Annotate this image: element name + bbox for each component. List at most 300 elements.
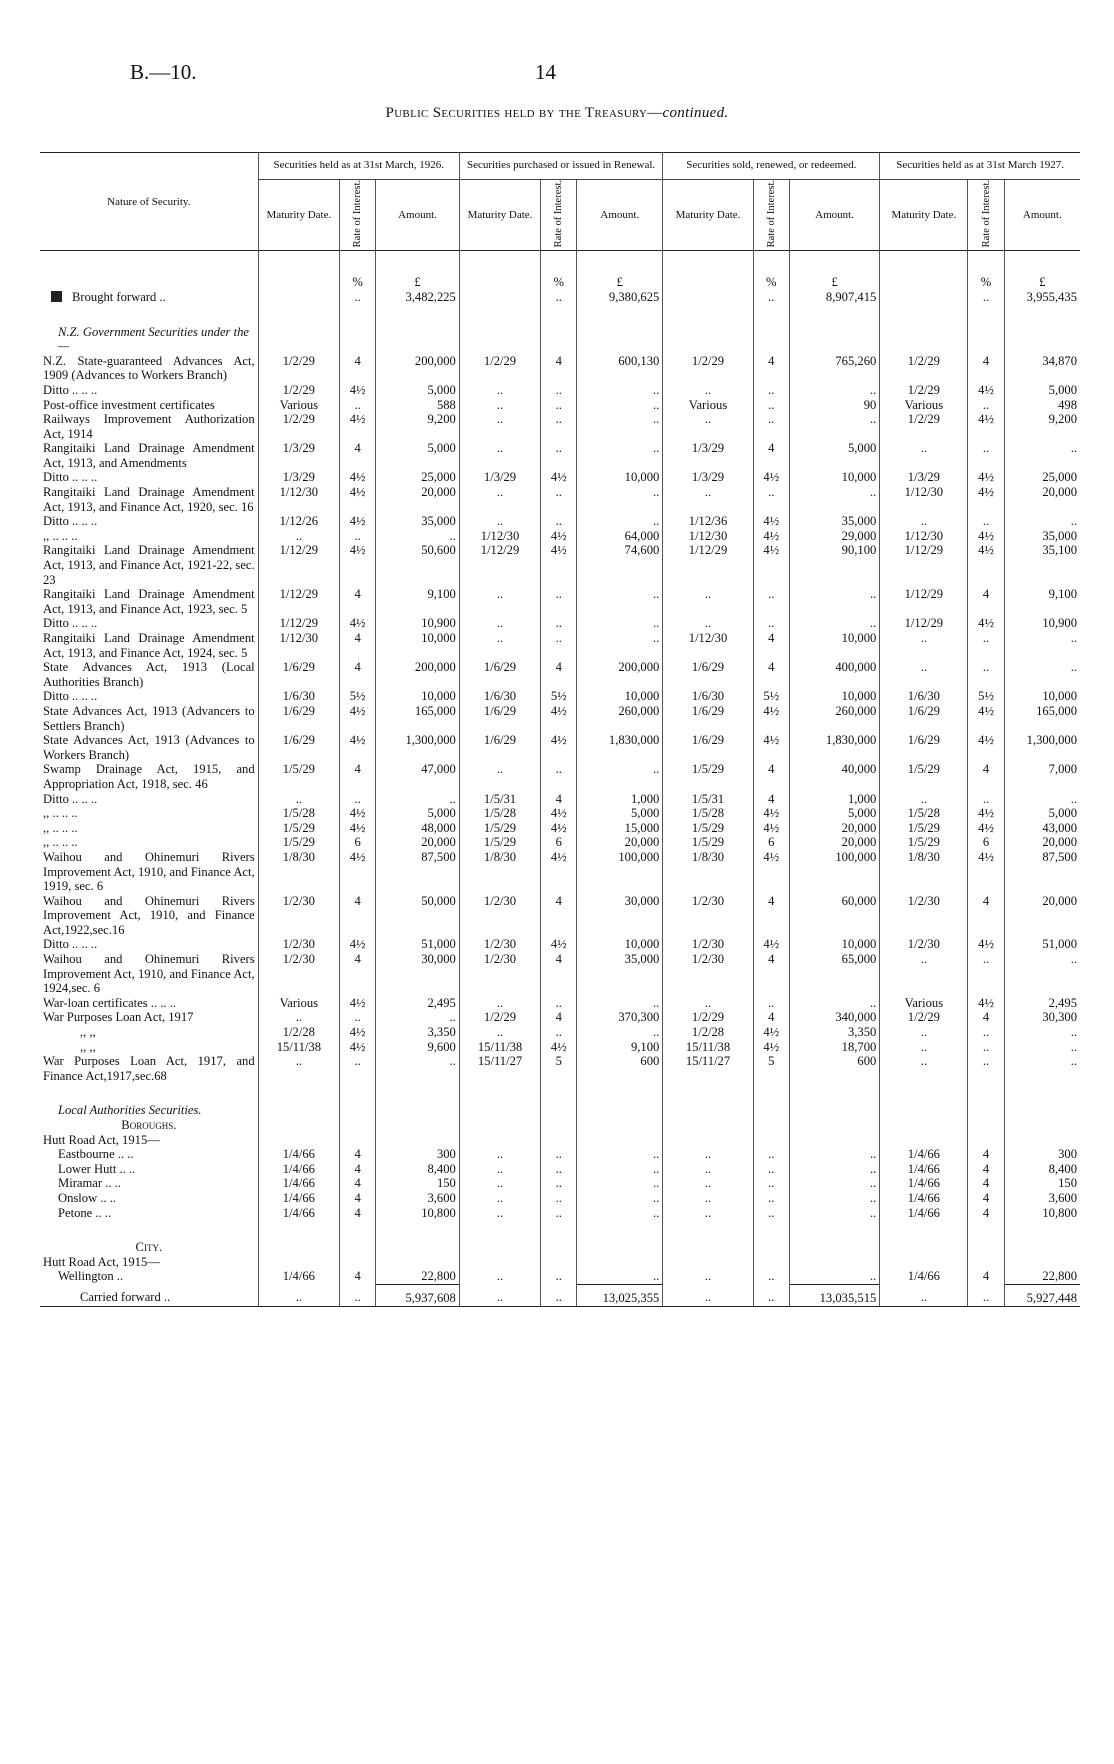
- hutt-road-act-heading: Hutt Road Act, 1915—: [43, 1132, 160, 1147]
- table-row: [40, 485, 1080, 514]
- rate-cell: 4½: [753, 821, 789, 836]
- rate-cell: 4: [340, 762, 376, 791]
- maturity-cell: ..: [663, 1176, 753, 1191]
- rate-cell: 4: [753, 952, 789, 996]
- rate-cell: 4: [340, 441, 376, 470]
- amount-cell: 5,000: [577, 806, 663, 821]
- empty-cell: [880, 1255, 968, 1270]
- amount-cell: 8,907,415: [789, 290, 879, 305]
- maturity-cell: 1/12/29: [880, 543, 968, 587]
- empty-cell: [376, 1118, 460, 1133]
- brought-forward-row: [40, 290, 1080, 305]
- empty-cell: [541, 1255, 577, 1270]
- security-name: Rangitaiki Land Drainage Amendment Act, 1913, and Finance Act, 1924, sec. 5: [43, 631, 255, 660]
- maturity-cell: 1/12/29: [258, 587, 339, 616]
- maturity-cell: 1/6/30: [258, 689, 339, 704]
- maturity-header: Maturity Date.: [258, 180, 339, 251]
- section-heading-row: [40, 325, 1080, 354]
- amount-cell: 20,000: [789, 821, 879, 836]
- amount-cell: 74,600: [577, 543, 663, 587]
- empty-cell: [663, 1103, 753, 1118]
- spacer-cell: [663, 1083, 753, 1103]
- empty-cell: [789, 1133, 879, 1148]
- amount-cell: 20,000: [1004, 894, 1080, 938]
- empty-cell: [459, 1240, 540, 1255]
- maturity-cell: ..: [880, 952, 968, 996]
- security-name: Waihou and Ohinemuri Rivers Improvement Act, 1910, and Finance Act, 1924,sec. 6: [43, 952, 255, 996]
- amount-cell: ..: [789, 1191, 879, 1206]
- amount-cell: 165,000: [376, 704, 460, 733]
- amount-cell: 9,100: [1004, 587, 1080, 616]
- maturity-cell: 1/2/29: [880, 412, 968, 441]
- spacer-cell: [968, 305, 1004, 325]
- amount-cell: 600: [577, 1054, 663, 1083]
- empty-cell: [258, 1103, 339, 1118]
- rate-cell: 4½: [340, 616, 376, 631]
- table-row: [40, 937, 1080, 952]
- maturity-cell: ..: [459, 441, 540, 470]
- spacer-row: [40, 305, 1080, 325]
- rate-cell: 4½: [753, 1025, 789, 1040]
- amount-cell: 165,000: [1004, 704, 1080, 733]
- rate-cell: 4: [340, 660, 376, 689]
- maturity-cell: 1/2/29: [663, 1010, 753, 1025]
- security-name: N.Z. State-guaranteed Advances Act, 1909 (Advances to Workers Branch): [43, 353, 255, 383]
- maturity-cell: ..: [459, 1206, 540, 1221]
- rate-cell: ..: [541, 1176, 577, 1191]
- empty-cell: [541, 1118, 577, 1133]
- page-number: 14: [535, 60, 556, 84]
- empty-cell: [541, 1240, 577, 1255]
- maturity-cell: [459, 290, 540, 305]
- amount-header: Amount.: [789, 180, 879, 251]
- amount-cell: 5,000: [376, 383, 460, 398]
- amount-cell: 50,600: [376, 543, 460, 587]
- spacer-cell: [376, 1220, 460, 1240]
- amount-cell: 51,000: [1004, 937, 1080, 952]
- rate-cell: 4½: [968, 383, 1004, 398]
- maturity-cell: 1/12/30: [880, 485, 968, 514]
- maturity-cell: 1/6/30: [663, 689, 753, 704]
- spacer-cell: [1004, 305, 1080, 325]
- rate-cell: ..: [753, 1284, 789, 1306]
- maturity-cell: ..: [258, 529, 339, 544]
- maturity-cell: 1/12/36: [663, 514, 753, 529]
- amount-cell: 30,000: [577, 894, 663, 938]
- rate-cell: 4½: [541, 543, 577, 587]
- spacer-row: [40, 1083, 1080, 1103]
- empty-cell: [577, 1118, 663, 1133]
- security-name: ,, .. .. ..: [43, 806, 78, 821]
- spacer-cell: [753, 1220, 789, 1240]
- maturity-cell: ..: [880, 1054, 968, 1083]
- rate-cell: ..: [541, 587, 577, 616]
- amount-cell: 15,000: [577, 821, 663, 836]
- rate-cell: 6: [340, 835, 376, 850]
- rate-cell: ..: [968, 1284, 1004, 1306]
- rate-cell: 4½: [340, 514, 376, 529]
- maturity-cell: 1/4/66: [880, 1176, 968, 1191]
- empty-cell: [753, 1240, 789, 1255]
- amount-cell: 600,130: [577, 354, 663, 383]
- rate-cell: ..: [968, 514, 1004, 529]
- amount-cell: 1,830,000: [577, 733, 663, 762]
- empty-cell: [376, 1133, 460, 1148]
- spacer-cell: [459, 251, 540, 290]
- security-name: State Advances Act, 1913 (Local Authorities Branch): [43, 660, 255, 689]
- empty-cell: [376, 1255, 460, 1270]
- borough-name: Onslow .. ..: [58, 1190, 117, 1205]
- local-authorities-heading: Local Authorities Securities.: [58, 1103, 202, 1118]
- maturity-cell: 1/2/29: [258, 383, 339, 398]
- maturity-cell: Various: [258, 398, 339, 413]
- empty-cell: [968, 1118, 1004, 1133]
- maturity-cell: 1/2/29: [880, 383, 968, 398]
- amount-cell: 65,000: [789, 952, 879, 996]
- rate-cell: 4: [968, 354, 1004, 383]
- spacer-cell: [40, 1083, 258, 1103]
- amount-cell: 87,500: [376, 850, 460, 894]
- empty-cell: [577, 1240, 663, 1255]
- rate-cell: ..: [541, 1206, 577, 1221]
- table-row: [40, 1010, 1080, 1025]
- amount-cell: ..: [789, 1176, 879, 1191]
- spacer-cell: [1004, 1083, 1080, 1103]
- spacer-cell: [577, 1083, 663, 1103]
- maturity-cell: ..: [459, 587, 540, 616]
- spacer-cell: [541, 305, 577, 325]
- rate-cell: ..: [753, 1191, 789, 1206]
- table-row: [40, 514, 1080, 529]
- rate-cell: 4½: [340, 704, 376, 733]
- empty-cell: [880, 1133, 968, 1148]
- amount-cell: 10,800: [1004, 1206, 1080, 1221]
- rate-header: Rate of Interest.: [352, 180, 364, 248]
- maturity-cell: 15/11/38: [459, 1040, 540, 1055]
- rate-cell: 4½: [753, 529, 789, 544]
- amount-header: Amount.: [1004, 180, 1080, 251]
- amount-cell: 5,000: [1004, 383, 1080, 398]
- ornament-icon: [51, 291, 62, 302]
- empty-cell: [789, 1118, 879, 1133]
- rate-cell: ..: [541, 383, 577, 398]
- maturity-cell: 1/12/30: [663, 631, 753, 660]
- rate-cell: 4½: [753, 704, 789, 733]
- pound-symbol: £: [577, 251, 663, 290]
- table-row: [40, 1176, 1080, 1191]
- table-row: [40, 1162, 1080, 1177]
- pound-symbol: £: [789, 251, 879, 290]
- rate-cell: ..: [541, 996, 577, 1011]
- amount-cell: ..: [1004, 441, 1080, 470]
- amount-cell: 5,000: [376, 806, 460, 821]
- amount-cell: ..: [577, 383, 663, 398]
- rate-cell: 4: [968, 1010, 1004, 1025]
- maturity-cell: 1/4/66: [258, 1162, 339, 1177]
- security-name: Swamp Drainage Act, 1915, and Appropriation Act, 1918, sec. 46: [43, 762, 255, 791]
- amount-cell: ..: [789, 485, 879, 514]
- maturity-cell: ..: [459, 631, 540, 660]
- amount-cell: 30,000: [376, 952, 460, 996]
- spacer-cell: [880, 305, 968, 325]
- maturity-cell: 1/3/29: [663, 441, 753, 470]
- empty-cell: [340, 325, 376, 354]
- rate-cell: ..: [541, 1147, 577, 1162]
- maturity-cell: ..: [459, 383, 540, 398]
- amount-cell: 260,000: [577, 704, 663, 733]
- city-heading: City.: [135, 1240, 163, 1255]
- maturity-cell: 1/2/29: [663, 354, 753, 383]
- rate-cell: 4½: [753, 937, 789, 952]
- rate-cell: 4: [753, 354, 789, 383]
- amount-cell: ..: [789, 383, 879, 398]
- amount-cell: 10,000: [577, 470, 663, 485]
- amount-cell: ..: [789, 1269, 879, 1284]
- maturity-cell: ..: [459, 1025, 540, 1040]
- empty-cell: [880, 1240, 968, 1255]
- maturity-cell: 1/6/30: [880, 689, 968, 704]
- maturity-cell: 1/12/26: [258, 514, 339, 529]
- empty-cell: [376, 1103, 460, 1118]
- maturity-cell: ..: [663, 996, 753, 1011]
- rate-cell: 4: [541, 660, 577, 689]
- maturity-cell: ..: [258, 1054, 339, 1083]
- amount-cell: 260,000: [789, 704, 879, 733]
- rate-cell: 4½: [340, 733, 376, 762]
- maturity-cell: 1/2/30: [258, 952, 339, 996]
- amount-cell: 10,000: [789, 937, 879, 952]
- maturity-cell: 1/8/30: [663, 850, 753, 894]
- maturity-cell: 1/3/29: [258, 441, 339, 470]
- amount-cell: ..: [1004, 1025, 1080, 1040]
- rate-cell: 4: [340, 1191, 376, 1206]
- spacer-cell: [40, 1220, 258, 1240]
- rate-cell: ..: [541, 398, 577, 413]
- empty-cell: [789, 325, 879, 354]
- amount-cell: 20,000: [376, 485, 460, 514]
- hutt-road-act-heading-row: [40, 1133, 1080, 1148]
- rate-cell: 4½: [340, 937, 376, 952]
- maturity-header: Maturity Date.: [459, 180, 540, 251]
- maturity-cell: ..: [663, 616, 753, 631]
- maturity-cell: 1/5/28: [459, 806, 540, 821]
- table-row: [40, 733, 1080, 762]
- amount-cell: ..: [789, 412, 879, 441]
- maturity-cell: 1/5/29: [663, 835, 753, 850]
- maturity-cell: ..: [880, 631, 968, 660]
- rate-cell: 4½: [340, 412, 376, 441]
- rate-cell: 4: [968, 1176, 1004, 1191]
- maturity-cell: 1/5/29: [459, 835, 540, 850]
- rate-cell: 4½: [340, 470, 376, 485]
- spacer-cell: [880, 251, 968, 290]
- amount-cell: 22,800: [376, 1269, 460, 1284]
- security-name: War Purposes Loan Act, 1917, and Finance Act,1917,sec.68: [43, 1054, 255, 1083]
- amount-cell: 29,000: [789, 529, 879, 544]
- security-name: Rangitaiki Land Drainage Amendment Act, 1913, and Finance Act, 1921-22, sec. 23: [43, 543, 255, 587]
- maturity-cell: ..: [663, 1147, 753, 1162]
- security-name: Ditto .. .. ..: [43, 514, 98, 529]
- borough-name: Lower Hutt .. ..: [58, 1161, 136, 1176]
- rate-cell: 4½: [541, 733, 577, 762]
- group-header-sold: Securities sold, renewed, or redeemed.: [663, 153, 880, 180]
- rate-cell: ..: [541, 412, 577, 441]
- spacer-cell: [376, 1083, 460, 1103]
- amount-cell: ..: [789, 996, 879, 1011]
- empty-cell: [577, 1255, 663, 1270]
- maturity-cell: 1/5/29: [459, 821, 540, 836]
- amount-cell: 20,000: [1004, 485, 1080, 514]
- amount-cell: 13,025,355: [577, 1284, 663, 1306]
- amount-cell: 43,000: [1004, 821, 1080, 836]
- maturity-cell: 1/3/29: [258, 470, 339, 485]
- maturity-cell: ..: [459, 1176, 540, 1191]
- spacer-cell: [40, 305, 258, 325]
- boroughs-heading: Boroughs.: [121, 1118, 177, 1133]
- rate-cell: 4½: [753, 543, 789, 587]
- group-header-purchased: Securities purchased or issued in Renewal.: [459, 153, 662, 180]
- rate-cell: 4: [340, 1206, 376, 1221]
- spacer-cell: [1004, 1220, 1080, 1240]
- amount-cell: ..: [577, 514, 663, 529]
- rate-cell: 4½: [753, 733, 789, 762]
- rate-cell: 4½: [968, 733, 1004, 762]
- security-name: Ditto .. .. ..: [43, 791, 98, 806]
- empty-cell: [459, 325, 540, 354]
- maturity-cell: 1/6/29: [663, 733, 753, 762]
- maturity-cell: 1/4/66: [880, 1162, 968, 1177]
- spacer-cell: [258, 251, 339, 290]
- rate-cell: 4½: [968, 937, 1004, 952]
- table-row: [40, 354, 1080, 383]
- amount-cell: ..: [789, 1147, 879, 1162]
- amount-cell: 588: [376, 398, 460, 413]
- rate-cell: ..: [753, 996, 789, 1011]
- rate-cell: ..: [541, 616, 577, 631]
- table-row: [40, 660, 1080, 689]
- rate-cell: 4½: [968, 470, 1004, 485]
- rate-cell: ..: [340, 529, 376, 544]
- amount-cell: 2,495: [376, 996, 460, 1011]
- spacer-cell: [376, 305, 460, 325]
- empty-cell: [753, 1103, 789, 1118]
- amount-cell: 400,000: [789, 660, 879, 689]
- maturity-cell: 1/5/28: [258, 806, 339, 821]
- maturity-cell: 1/5/28: [880, 806, 968, 821]
- spacer-cell: [541, 1083, 577, 1103]
- rate-cell: 6: [753, 835, 789, 850]
- amount-cell: 47,000: [376, 762, 460, 791]
- spacer-cell: [258, 1220, 339, 1240]
- empty-cell: [968, 325, 1004, 354]
- amount-cell: 40,000: [789, 762, 879, 791]
- amount-cell: 9,200: [1004, 412, 1080, 441]
- rate-cell: 4: [968, 1191, 1004, 1206]
- table-row: [40, 996, 1080, 1011]
- amount-cell: 1,000: [577, 792, 663, 807]
- maturity-cell: 1/6/29: [258, 733, 339, 762]
- amount-cell: 51,000: [376, 937, 460, 952]
- empty-cell: [753, 1133, 789, 1148]
- table-row: [40, 689, 1080, 704]
- empty-cell: [1004, 1240, 1080, 1255]
- security-name: ,, .. .. ..: [43, 820, 78, 835]
- rate-cell: ..: [753, 1147, 789, 1162]
- amount-cell: 20,000: [577, 835, 663, 850]
- security-name: Rangitaiki Land Drainage Amendment Act, 1913, and Finance Act, 1920, sec. 16: [43, 485, 255, 514]
- rate-cell: 5: [541, 1054, 577, 1083]
- amount-cell: 90,100: [789, 543, 879, 587]
- rate-cell: 5½: [340, 689, 376, 704]
- rate-cell: ..: [541, 514, 577, 529]
- maturity-cell: ..: [663, 383, 753, 398]
- amount-cell: ..: [577, 412, 663, 441]
- rate-cell: 5: [753, 1054, 789, 1083]
- table-row: [40, 412, 1080, 441]
- amount-cell: 35,100: [1004, 543, 1080, 587]
- amount-cell: ..: [1004, 660, 1080, 689]
- maturity-cell: 1/4/66: [258, 1206, 339, 1221]
- rate-cell: ..: [968, 1025, 1004, 1040]
- maturity-cell: [258, 290, 339, 305]
- spacer-cell: [789, 1083, 879, 1103]
- maturity-cell: ..: [880, 1040, 968, 1055]
- rate-cell: 4: [541, 1010, 577, 1025]
- amount-cell: 10,000: [577, 689, 663, 704]
- rate-cell: 4½: [340, 485, 376, 514]
- table-row: [40, 821, 1080, 836]
- rate-cell: 4½: [968, 616, 1004, 631]
- amount-cell: 35,000: [1004, 529, 1080, 544]
- amount-cell: ..: [577, 587, 663, 616]
- carried-forward-label: Carried forward ..: [40, 1284, 258, 1306]
- table-row: [40, 543, 1080, 587]
- table-row: [40, 1147, 1080, 1162]
- maturity-cell: ..: [663, 1191, 753, 1206]
- maturity-cell: ..: [459, 1269, 540, 1284]
- amount-cell: 10,800: [376, 1206, 460, 1221]
- amount-cell: 10,000: [1004, 689, 1080, 704]
- maturity-cell: 1/12/30: [663, 529, 753, 544]
- rate-cell: ..: [753, 587, 789, 616]
- maturity-cell: Various: [258, 996, 339, 1011]
- maturity-cell: Various: [880, 398, 968, 413]
- amount-cell: ..: [577, 1191, 663, 1206]
- maturity-cell: 1/5/29: [663, 762, 753, 791]
- rate-cell: 4½: [340, 1040, 376, 1055]
- maturity-cell: 1/8/30: [880, 850, 968, 894]
- spacer-cell: [789, 305, 879, 325]
- rate-cell: 4½: [340, 383, 376, 398]
- security-name: State Advances Act, 1913 (Advances to Workers Branch): [43, 733, 255, 762]
- amount-cell: ..: [376, 1010, 460, 1025]
- table-row: [40, 631, 1080, 660]
- rate-cell: ..: [968, 1054, 1004, 1083]
- maturity-cell: ..: [258, 1010, 339, 1025]
- spacer-cell: [880, 1083, 968, 1103]
- spacer-cell: [541, 1220, 577, 1240]
- pound-symbol: £: [376, 251, 460, 290]
- rate-cell: 4½: [753, 470, 789, 485]
- maturity-cell: 1/12/29: [258, 616, 339, 631]
- maturity-cell: ..: [258, 792, 339, 807]
- rate-cell: 4½: [541, 470, 577, 485]
- rate-cell: 5½: [968, 689, 1004, 704]
- empty-cell: [968, 1255, 1004, 1270]
- amount-cell: 600: [789, 1054, 879, 1083]
- maturity-cell: 1/6/29: [880, 704, 968, 733]
- rate-cell: 4½: [541, 704, 577, 733]
